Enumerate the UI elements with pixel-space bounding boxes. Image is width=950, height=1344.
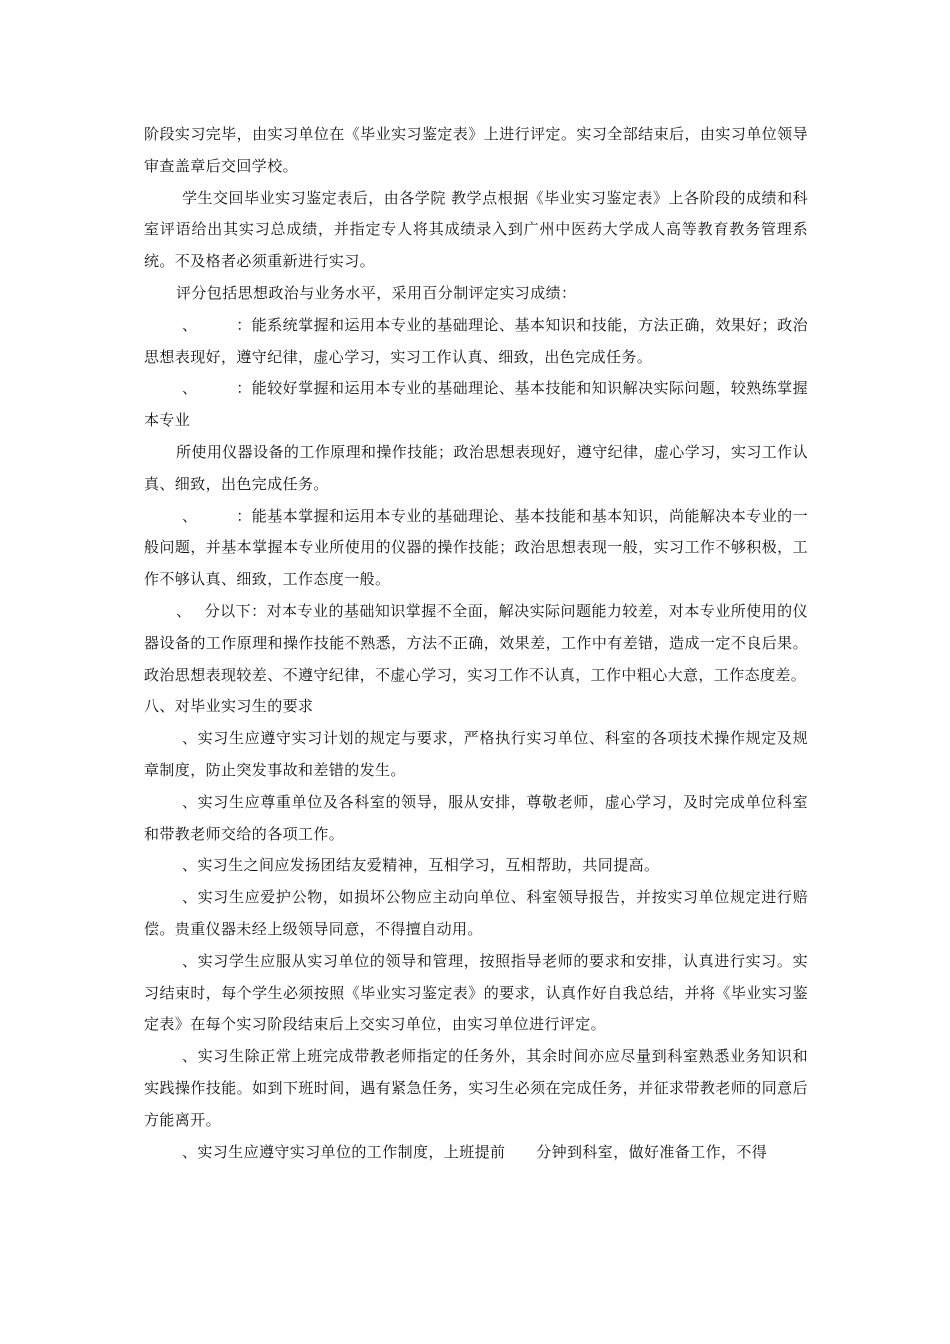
- paragraph-evaluation-process: 阶段实习完毕，由实习单位在《毕业实习鉴定表》上进行评定。实习全部结束后，由实习单位领导审查盖章后交回学校。: [144, 125, 808, 175]
- requirement-item: 、实习学生应服从实习单位的领导和管理，按照指导老师的要求和安排，认真进行实习。实习结束时，每个学生必须按照《毕业实习鉴定表》的要求，认真作好自我总结，并将《毕业实习鉴定表》在每个实习阶段结束后上交实习单位，由实习单位进行评定。: [144, 951, 808, 1034]
- grade-good-continued: 所使用仪器设备的工作原理和操作技能；政治思想表现好，遵守纪律，虚心学习，实习工作认真、细致，出色完成任务。: [144, 442, 808, 493]
- grade-good: 、 ：能较好掌握和运用本专业的基础理论、基本技能和知识解决实际问题，较熟练掌握本专业: [144, 379, 808, 430]
- requirement-item: 、实习生之间应发扬团结友爱精神，互相学习，互相帮助，共同提高。: [182, 856, 660, 875]
- paragraph-scoring-intro: 评分包括思想政治与业务水平，采用百分制评定实习成绩：: [176, 283, 577, 302]
- paragraph-total-score: 学生交回毕业实习鉴定表后，由各学院 教学点根据《毕业实习鉴定表》上各阶段的成绩和科室评语给出其实习总成绩，并指定专人将其成绩录入到广州中医药大学成人高等教育教务管理系统。不及格者必须重新进行实习。: [144, 188, 808, 271]
- requirement-item: 、实习生应爱护公物，如损坏公物应主动向单位、科室领导报告，并按实习单位规定进行赔偿。贵重仪器未经上级领导同意，不得擅自动用。: [144, 888, 808, 938]
- requirement-item: 、实习生除正常上班完成带教老师指定的任务外，其余时间亦应尽量到科室熟悉业务知识和实践操作技能。如到下班时间，遇有紧急任务，实习生必须在完成任务，并征求带教老师的同意后方能离开。: [144, 1047, 808, 1129]
- section-heading: 八、对毕业实习生的要求: [144, 697, 314, 716]
- grade-fail: 、 分以下：对本专业的基础知识掌握不全面，解决实际问题能力较差，对本专业所使用的仪器设备的工作原理和操作技能不熟悉，方法不正确，效果差，工作中有差错，造成一定不良后果。政治思想表现较差、不遵守纪律，不虚心学习，实习工作不认真，工作中粗心大意，工作态度差。: [144, 601, 808, 684]
- requirement-item: 、实习生应遵守实习计划的规定与要求，严格执行实习单位、科室的各项技术操作规定及规章制度，防止突发事故和差错的发生。: [144, 729, 808, 779]
- grade-pass: 、 ：能基本掌握和运用本专业的基础理论、基本技能和基本知识，尚能解决本专业的一般问题，并基本掌握本专业所使用的仪器的操作技能；政治思想表现一般，实习工作不够积极，工作不够认真、细致，工作态度一般。: [144, 506, 808, 589]
- grade-excellent: 、 ：能系统掌握和运用本专业的基础理论、基本知识和技能，方法正确，效果好；政治思想表现好，遵守纪律，虚心学习，实习工作认真、细致，出色完成任务。: [144, 315, 808, 366]
- requirement-item: 、实习生应遵守实习单位的工作制度，上班提前 分钟到科室，做好准备工作，不得: [182, 1142, 768, 1161]
- requirement-item: 、实习生应尊重单位及各科室的领导，服从安排，尊敬老师，虚心学习，及时完成单位科室和带教老师交给的各项工作。: [144, 792, 808, 843]
- document-body: [144, 119, 808, 1168]
